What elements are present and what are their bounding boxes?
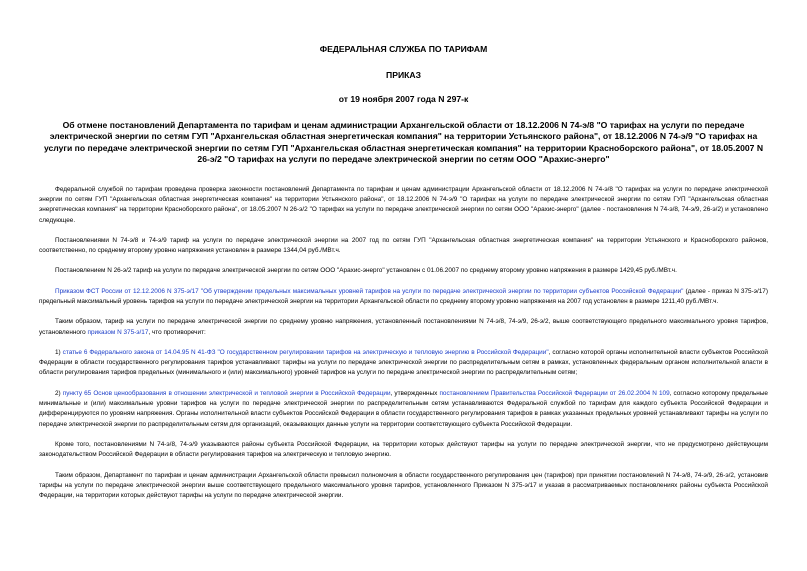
paragraph-conclusion xyxy=(39,317,768,338)
link-order-375[interactable]: приказом N 375-э/17 xyxy=(87,328,149,336)
item-2-text-b: , согласно которому предельные минимальные и (или) максимальные уровни тарифов на услуги по передаче электрической энергии по распределительным сетям устанавливаются Федеральной службой по тарифам для каждого субъекта Российской Федерации и дифференцируются по уровням напряжения. Органы исполнительной власти субъектов Российской Федерации в области государственного регулирования тарифов в рамках указанных предельных уровней устанавливают тарифы на услуги по передаче электрической энергии по распределительным сетям для организаций, оказывающих данные услуги на территории соответствующего субъекта Российской Федерации. xyxy=(39,389,768,428)
document-title: Об отмене постановлений Департамента по тарифам и ценам администрации Архангельской области от 18.12.2006 N 74-э/8 "О тарифах на услуги по передаче электрической энергии по сетям ГУП "Архангельская областная энергетическая компания" на территории Устьянского района", от 18.12.2006 N 74-э/9 "О тарифах на услуги по передаче электрической энергии по сетям ГУП "Архангельская областная энергетическая компания" на территории Красноборского района", от 18.05.2007 N 26-э/2 "О тарифах на услуги по передаче электрической энергии по сетям ООО "Арахис-энерго" xyxy=(43,120,764,165)
paragraph-fst-order-text: (далее - приказ N 375-э/17) предельный максимальный уровень тарифов на услуги по передаче электрической энергии на территории Архангельской области по среднему второму уровню напряжения на 2007 год установлен в размере 1211,40 руб./МВт.ч. xyxy=(39,287,768,305)
paragraph-districts: Кроме того, постановлениями N 74-э/8, 74-э/9 указываются районы субъекта Российской Федерации, на территории которых действуют тарифы на услуги по передаче электрической энергии, что не предусмотрено действующим законодательством Российской Федерации в области регулирования тарифов на электрическую и тепловую энергию. xyxy=(39,440,768,459)
document-type: ПРИКАЗ xyxy=(386,70,421,80)
link-government-resolution-109[interactable]: постановлением Правительства Российской Федерации от 26.02.2004 N 109 xyxy=(439,389,670,397)
paragraph-final: Таким образом, Департамент по тарифам и ценам администрации Архангельской области превысил полномочия в области государственного регулирования цен (тарифов) при принятии постановлений N 74-э/8, 74-э/9, 26-э/2, установив тарифы на услуги по передаче электрической энергии выше соответствующего предельного максимального уровня тарифов, установленного Приказом N 375-э/17 и указав в рассматриваемых постановлениях районы субъекта Российской Федерации, на территории которых действуют тарифы на услуги по передаче электрической энергии. xyxy=(39,471,768,500)
link-fst-order-375[interactable]: Приказом ФСТ России от 12.12.2006 N 375-э/17 "Об утверждении предельных максимальных уровней тарифов на услуги по передаче электрической энергии по территории субъектов Российской Федерации" xyxy=(55,287,684,295)
paragraph-inspection: Федеральной службой по тарифам проведена проверка законности постановлений Департамента по тарифам и ценам администрации Архангельской области от 18.12.2006 N 74-э/8 "О тарифах на услуги по передаче электрической энергии по сетям ГУП "Архангельская областная энергетическая компания" на территории Устьянского района", от 18.12.2006 N 74-э/9 "О тарифах на услуги по передаче электрической энергии по сетям ГУП "Архангельская областная энергетическая компания" на территории Красноборского района", от 18.05.2007 N 26-э/2 "О тарифах на услуги по передаче электрической энергии по сетям ООО "Арахис-энерго" (далее - постановления N 74-э/8, 74-э/9, 26-э/2) и установлено следующее. xyxy=(39,185,768,224)
paragraph-tariff-74: Постановлениями N 74-э/8 и 74-э/9 тариф на услуги по передаче электрической энергии на 2007 год по сетям ГУП "Архангельская областная энергетическая компания" на территории Устьянского и Красноборского районов, соответственно, по среднему второму уровню напряжения установлен в размере 1344,04 руб./МВт.ч. xyxy=(39,236,768,255)
paragraph-conclusion-text-b: , что противоречит: xyxy=(148,328,206,336)
document-body xyxy=(39,185,768,502)
paragraph-item-1 xyxy=(39,348,768,379)
paragraph-item-2 xyxy=(39,389,768,430)
link-pricing-basics-65[interactable]: пункту 65 Основ ценообразования в отношении электрической и тепловой энергии в Российской Федерации xyxy=(62,389,391,397)
document-date-number: от 19 ноября 2007 года N 297-к xyxy=(338,94,469,104)
agency-heading: ФЕДЕРАЛЬНАЯ СЛУЖБА ПО ТАРИФАМ xyxy=(319,44,488,54)
paragraph-tariff-26: Постановлением N 26-э/2 тариф на услуги по передаче электрической энергии по сетям ООО "Арахис-энерго" установлен с 01.06.2007 по среднему второму уровню напряжения в размере 1429,45 руб./МВт.ч. xyxy=(55,267,677,275)
item-1-number: 1) xyxy=(55,348,63,356)
paragraph-fst-order xyxy=(39,287,768,308)
paragraph-conclusion-text-a: Таким образом, тариф на услуги по передаче электрической энергии по среднему уровню напряжения, установленный постановлениями N 74-э/8, 74-э/9, 26-э/2, выше соответствующего предельного максимального уровня тарифов, установленного xyxy=(39,318,768,336)
item-2-number: 2) xyxy=(55,389,63,397)
link-federal-law-41[interactable]: статье 6 Федерального закона от 14.04.95 N 41-ФЗ "О государственном регулировании тарифов на электрическую и тепловую энергию в Российской Федерации" xyxy=(62,348,549,356)
item-1-text: , согласно которой органы исполнительной власти субъектов Российской Федерации в области государственного регулирования тарифов устанавливают тарифы на услуги по передаче электрической энергии по распределительным сетям в рамках, установленных федеральным органом исполнительной власти в области регулирования тарифов предельных (минимального и (или) максимального) уровней тарифов на услуги по передаче электрической энергии по распределительным сетям; xyxy=(39,348,769,377)
item-2-text-a: , утвержденных xyxy=(390,389,440,397)
